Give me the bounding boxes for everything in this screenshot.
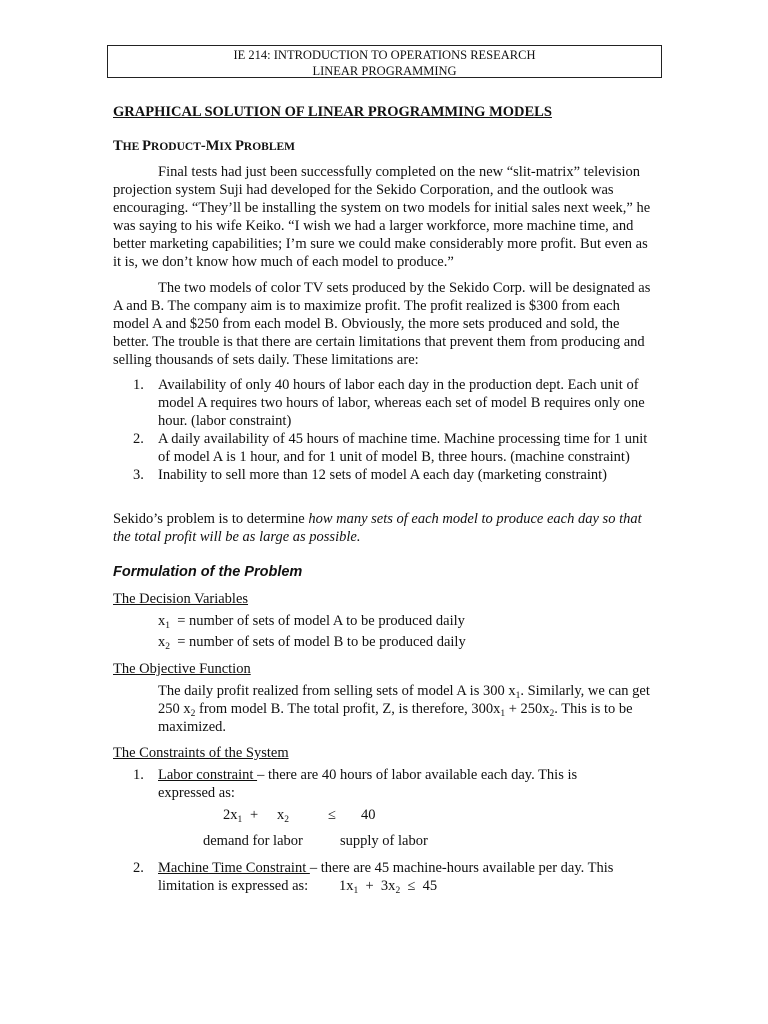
intro-paragraph: Final tests had just been successfully completed on the new “slit-matrix” television projection system Suji had developed for the Sekido Corporation, and the outlook was encouraging. “They’ll be installing the system on two models for initial sales next week,” he was saying to his wife Keiko. “I wish we had a larger workforce, more machine time, and better marketing capabilities; I’m sure we could make considerably more profit. But even as it is, we don’t know how much of each model to produce.”: [113, 164, 651, 270]
constraint-2-number: 2.: [133, 860, 144, 876]
formulation-heading: Formulation of the Problem: [113, 564, 303, 580]
limitations-list: [113, 376, 658, 484]
supply-of-labor-label: supply of labor: [340, 833, 428, 849]
labor-equation-lhs-b: $x_2$: [277, 807, 289, 825]
objective-paragraph: The daily profit realized from selling sets of model A is 300 $x_1$. Similarly, we can get 250 $x_2$ from model B. The total profit, Z, is therefore, $300x_1 + 250x_2$. This is to be maximized.: [158, 683, 650, 735]
list-item: 3. Inability to sell more than 12 sets of model A each day (marketing constraint): [133, 467, 607, 483]
demand-for-labor-label: demand for labor: [203, 833, 303, 849]
machine-time-equation: $1x_1 + 3x_2 \le 45$: [339, 878, 438, 896]
section-title: THE PRODUCT-MIX PROBLEM: [113, 138, 296, 154]
models-paragraph: The two models of color TV sets produced by the Sekido Corp. will be designated as A and B. The company aim is to maximize profit. The profit realized is $300 from each model A and $250 from each model B. Obviously, the more sets produced and sold, the better. The trouble is that there are certain limitations that prevent them from producing and selling thousands of sets daily. These limitations are:: [113, 280, 651, 368]
course-title: IE 214: INTRODUCTION TO OPERATIONS RESEARCH: [233, 48, 536, 62]
labor-equation-rhs: 40: [361, 807, 376, 823]
labor-equation-leq: ≤: [328, 807, 336, 823]
labor-equation-lhs-a: $2x_1$: [223, 807, 243, 825]
main-title: GRAPHICAL SOLUTION OF LINEAR PROGRAMMING MODELS: [113, 104, 552, 120]
constraint-1-number: 1.: [133, 767, 144, 783]
constraint-2-line2: limitation is expressed as:: [158, 878, 309, 894]
x2-definition: $x_2$ = number of sets of model B to be produced daily: [158, 634, 466, 652]
problem-statement: Sekido’s problem is to determine how many sets of each model to produce each day so that the total profit will be as large as possible.: [113, 511, 642, 545]
constraint-1-text: Labor constraint – there are 40 hours of labor available each day. This is expressed as:: [158, 767, 578, 801]
list-item: 1. Availability of only 40 hours of labor each day in the production dept. Each unit of model A requires two hours of labor, whereas each set of model B requires only one hour. (labor constraint): [133, 377, 645, 429]
constraints-heading: The Constraints of the System: [113, 745, 289, 761]
x1-definition: $x_1$ = number of sets of model A to be produced daily: [158, 613, 465, 631]
course-topic: LINEAR PROGRAMMING: [312, 63, 457, 78]
decision-variables-heading: The Decision Variables: [113, 591, 249, 607]
labor-equation-plus: +: [250, 807, 259, 823]
objective-heading: The Objective Function: [113, 661, 251, 677]
constraint-2-text: Machine Time Constraint – there are 45 machine-hours available per day. This: [158, 860, 614, 876]
list-item: 2. A daily availability of 45 hours of machine time. Machine processing time for 1 unit of model A is 1 hour, and for 1 unit of model B, three hours. (machine constraint): [133, 431, 648, 465]
course-header-box: [107, 45, 662, 78]
